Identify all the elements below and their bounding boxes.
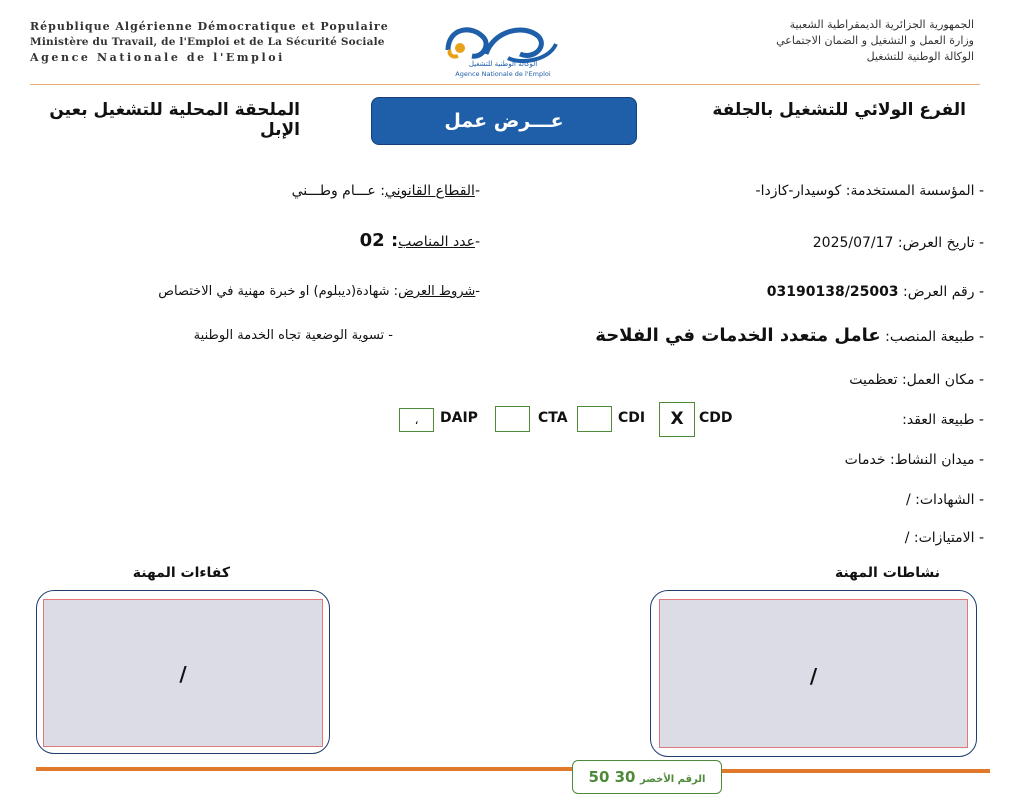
positions-prefix: -	[474, 234, 480, 250]
legal-sector-prefix: -	[474, 183, 480, 199]
positions-row	[150, 230, 480, 251]
employer-label: - المؤسسة المستخدمة:	[845, 183, 984, 199]
activities-panel	[650, 590, 977, 757]
logo-text-ar: الوكالة الوطنية للتشغيل	[468, 60, 538, 68]
legal-sector-label: القطاع القانوني	[384, 183, 475, 199]
competencies-value: /	[179, 662, 187, 686]
privileges-label: - الامتيازات:	[913, 530, 984, 546]
employer-row	[524, 183, 984, 199]
legal-sector-value: : عـــام وطـــني	[291, 183, 385, 199]
offer-number-label: - رقم العرض:	[903, 284, 984, 300]
activities-panel-fill	[659, 599, 968, 748]
option-daip-mark: ،	[414, 413, 419, 427]
green-number	[573, 761, 721, 796]
logo-text-fr: Agence Nationale de l'Emploi	[455, 70, 551, 78]
legal-sector-row	[150, 183, 480, 199]
offer-number-value: 03190138/25003	[766, 284, 899, 300]
workplace-row	[524, 372, 984, 388]
workplace-value: تعظميت	[849, 372, 898, 388]
header-ar-line-2: وزارة العمل و التشغيل و الضمان الاجتماعي	[776, 34, 974, 47]
option-daip-checkbox[interactable]	[399, 408, 434, 432]
header-divider	[30, 84, 980, 85]
conditions-label: شروط العرض	[398, 284, 476, 299]
activity-row	[524, 452, 984, 468]
green-number-value: 30 50	[588, 768, 636, 786]
workplace-label: - مكان العمل:	[901, 372, 984, 388]
page-title: عـــرض عمل	[444, 110, 564, 132]
activities-title: نشاطات المهنة	[834, 565, 940, 581]
option-cta-checkbox[interactable]	[495, 406, 530, 432]
option-cdi-label: CDI	[618, 410, 646, 426]
competencies-title: كفاءات المهنة	[132, 565, 230, 581]
green-number-label: الرقم الأخضر	[640, 774, 706, 785]
activities-value: /	[809, 664, 818, 688]
job-row	[524, 325, 984, 346]
conditions-value: : شهادة(ديبلوم) او خبرة مهنية في الاختصاص	[158, 284, 399, 299]
positions-value: : 02	[359, 230, 399, 251]
option-daip-label: DAIP	[440, 410, 478, 426]
service-note: - تسوية الوضعية تجاه الخدمة الوطنية	[193, 328, 393, 343]
privileges-row	[524, 530, 984, 546]
diplomas-row	[524, 492, 984, 508]
title-box	[371, 97, 637, 145]
positions-label: عدد المناصب	[398, 234, 475, 250]
conditions-row	[150, 284, 480, 299]
date-row	[524, 235, 984, 251]
date-value: 2025/07/17	[812, 235, 894, 251]
footer-rule-left	[36, 767, 573, 771]
header-fr-line-2: Ministère du Travail, de l'Emploi et de La Sécurité Sociale	[30, 36, 385, 48]
offer-number-row	[524, 284, 984, 300]
competencies-panel-fill	[43, 599, 323, 747]
header-ar-line-1: الجمهورية الجزائرية الديمقراطية الشعبية	[789, 18, 974, 31]
job-label: - طبيعة المنصب:	[885, 329, 984, 345]
diplomas-value: /	[905, 492, 911, 508]
conditions-prefix: -	[475, 284, 480, 299]
job-value: عامل متعدد الخدمات في الفلاحة	[595, 325, 881, 346]
date-label: - تاريخ العرض:	[897, 235, 984, 251]
privileges-value: /	[904, 530, 910, 546]
diplomas-label: - الشهادات:	[915, 492, 984, 508]
employer-value: كوسيدار-كازدا-	[755, 183, 842, 199]
branch-left: الملحقة المحلية للتشغيل بعين الإبل	[49, 100, 300, 140]
activity-value: خدمات	[844, 452, 886, 468]
anem-logo	[438, 14, 568, 80]
contract-label: - طبيعة العقد:	[902, 412, 984, 428]
activity-label: - ميدان النشاط:	[890, 452, 984, 468]
branch-right: الفرع الولائي للتشغيل بالجلفة	[712, 100, 966, 120]
option-cdd-checkbox[interactable]	[659, 402, 695, 437]
competencies-panel	[36, 590, 330, 754]
option-cdd-label: CDD	[699, 410, 733, 426]
green-number-box	[572, 760, 722, 794]
header-ar-line-3: الوكالة الوطنية للتشغيل	[866, 50, 974, 63]
option-cdi-checkbox[interactable]	[577, 406, 612, 432]
footer-rule-right	[722, 769, 990, 773]
option-cdd-mark: X	[670, 409, 684, 429]
header-fr-line-3: Agence Nationale de l'Emploi	[30, 51, 285, 64]
option-cta-label: CTA	[538, 410, 568, 426]
header-fr-line-1: République Algérienne Démocratique et Populaire	[30, 20, 389, 33]
